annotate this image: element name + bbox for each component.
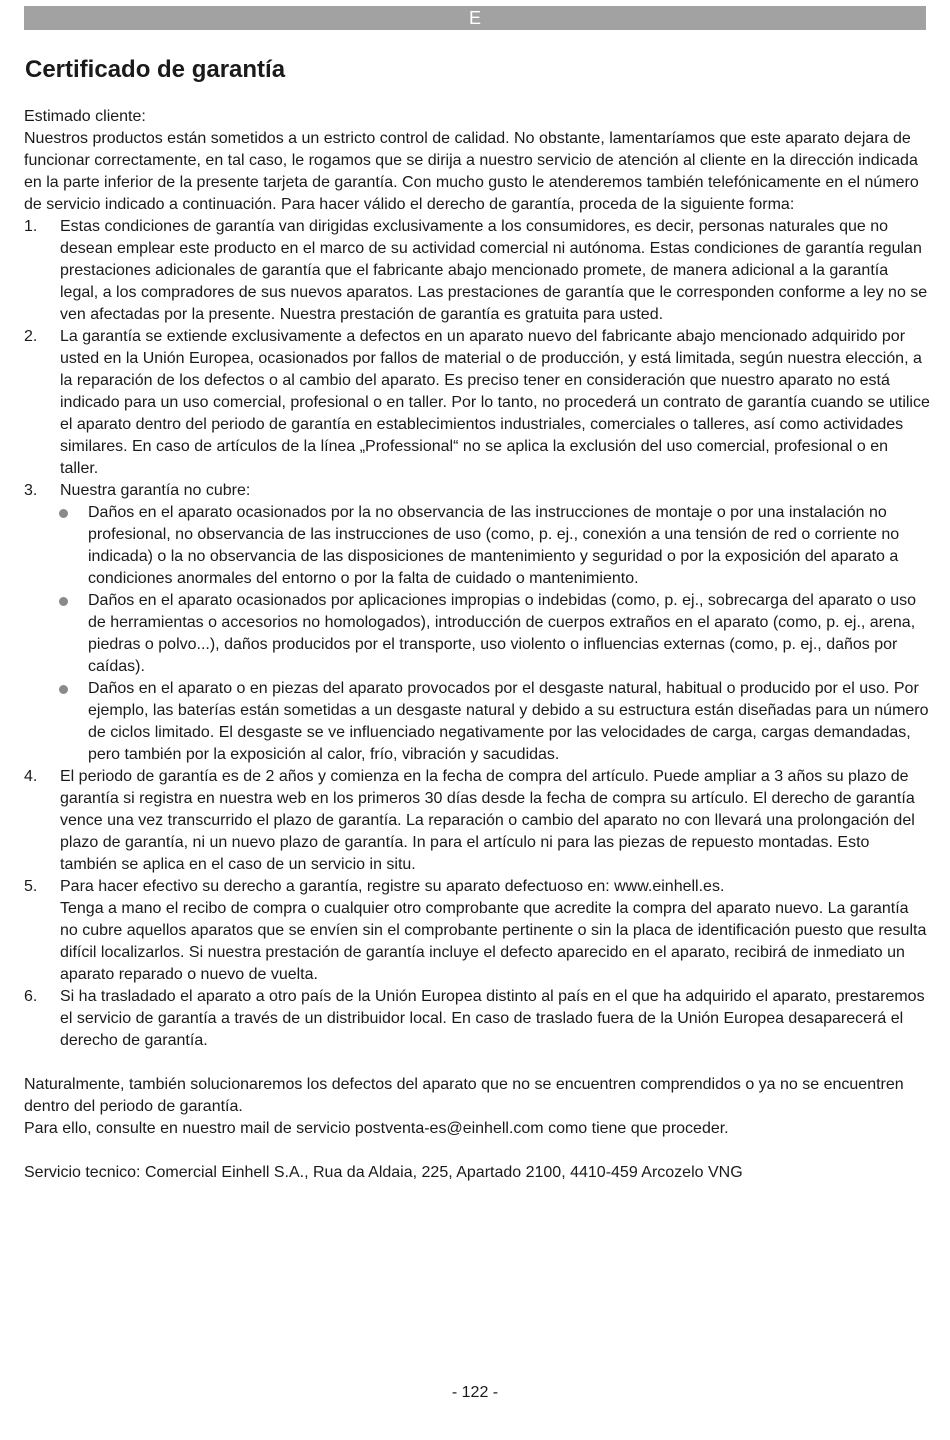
exclusion-item <box>24 590 930 678</box>
list-item <box>24 986 930 1052</box>
item-number: 1. <box>24 218 38 235</box>
list-item <box>24 216 930 326</box>
exclusion-text: Daños en el aparato ocasionados por aplicaciones impropias o indebidas (como, p. ej., sobrecarga del aparato o uso de herramientas o accesorios no homologados), introducción de cuerpos extraños en el aparato (como, p. ej., arena, piedras o polvo...), daños producidos por el transporte, uso violento o influencias externas (como, p. ej., daños por caídas). <box>88 592 917 675</box>
list-item <box>24 766 930 876</box>
item-text: Nuestra garantía no cubre: <box>60 482 251 499</box>
exclusion-text: Daños en el aparato o en piezas del aparato provocados por el desgaste natural, habitual o producido por el uso. Por ejemplo, las baterías están sometidas a un desgaste natural y debido a su estructura están diseñadas para un número de ciclos limitado. El desgaste se ve influenciado negativamente por las velocidades de carga, cargas demandadas, pero también por la exposición al calor, frío, vibración y sacudidas. <box>88 680 929 763</box>
item-number: 6. <box>24 988 38 1005</box>
closing-paragraph: Naturalmente, también solucionaremos los defectos del aparato que no se encuentren comprendidos o ya no se encuentren dentro del periodo de garantía. <box>24 1076 904 1115</box>
item-number: 3. <box>24 482 38 499</box>
page-title: Certificado de garantía <box>25 56 286 83</box>
item-number: 2. <box>24 328 38 345</box>
language-header-bar <box>24 6 926 30</box>
page-number: - 122 - <box>451 1384 499 1401</box>
item-number: 4. <box>24 768 38 785</box>
item-text: La garantía se extiende exclusivamente a defectos en un aparato nuevo del fabricante abajo mencionado adquirido por usted en la Unión Europea, ocasionados por fallos de material o de producción, y está limitada, según nuestra elección, a la reparación de los defectos o al cambio del aparato. Es preciso tener en consideración que nuestro aparato no está indicado para un uso comercial, profesional o en taller. Por lo tanto, no procederá un contrato de garantía cuando se utilice el aparato dentro del periodo de garantía en establecimientos industriales, comerciales o talleres, así como actividades similares. En caso de artículos de la línea „Professional“ no se aplica la exclusión del uso comercial, profesional o en taller. <box>60 328 930 477</box>
item-text: Estas condiciones de garantía van dirigidas exclusivamente a los consumidores, es decir, personas naturales que no desean emplear este producto en el marco de su actividad comercial ni autónoma. Estas condiciones de garantía regulan prestaciones adicionales de garantía que el fabricante abajo mencionado promete, de manera adicional a la garantía legal, a los compradores de sus nuevos aparatos. Las prestaciones de garantía que le corresponden conforme a ley no se ven afectadas por la presente. Nuestra prestación de garantía es gratuita para usted. <box>60 218 928 323</box>
service-address: Servicio tecnico: Comercial Einhell S.A., Rua da Aldaia, 225, Apartado 2100, 4410-459 Arcozelo VNG <box>24 1164 743 1181</box>
spacer <box>24 1140 930 1162</box>
item-text: Para hacer efectivo su derecho a garantía, registre su aparato defectuoso en: www.einhell.es. <box>60 878 725 895</box>
language-code: E <box>468 8 481 28</box>
exclusion-text: Daños en el aparato ocasionados por la no observancia de las instrucciones de montaje o por una instalación no profesional, no observancia de las instrucciones de uso (como, p. ej., conexión a una tensión de red o corriente no indicada) o la no observancia de las disposiciones de mantenimiento y seguridad o por la exposición del aparato a condiciones anormales del entorno o por la falta de cuidado o mantenimiento. <box>88 504 900 587</box>
list-item <box>24 326 930 480</box>
item-text: Si ha trasladado el aparato a otro país de la Unión Europea distinto al país en el que ha adquirido el aparato, prestaremos el servicio de garantía a través de un distribuidor local. En caso de traslado fuera de la Unión Europea desaparecerá el derecho de garantía. <box>60 988 925 1049</box>
list-item <box>24 876 930 986</box>
bullet-icon <box>59 685 68 694</box>
exclusion-item <box>24 502 930 590</box>
item-extra-text: Tenga a mano el recibo de compra o cualquier otro comprobante que acredite la compra del aparato nuevo. La garantía no cubre aquellos aparatos que se envíen sin el comprobante pertinente o sin la placa de identificación puesto que resulta difícil localizarlos. Si nuestra prestación de garantía incluye el defecto aparecido en el aparato, recibirá de inmediato un aparato reparado o nuevo de vuelta. <box>60 900 927 983</box>
bullet-icon <box>59 597 68 606</box>
item-text: El periodo de garantía es de 2 años y comienza en la fecha de compra del artículo. Puede ampliar a 3 años su plazo de garantía si registra en nuestra web en los primeros 30 días desde la fecha de compra su artículo. El derecho de garantía vence una vez transcurrido el plazo de garantía. La reparación o cambio del aparato no con llevará una prolongación del plazo de garantía, ni un nuevo plazo de garantía. In para el artículo ni para las piezas de repuesto montadas. Esto también se aplica en el caso de un servicio in situ. <box>60 768 915 873</box>
list-item <box>24 480 930 502</box>
closing-contact: Para ello, consulte en nuestro mail de servicio postventa-es@einhell.com como tiene que proceder. <box>24 1120 729 1137</box>
greeting: Estimado cliente: <box>24 108 146 125</box>
exclusion-item <box>24 678 930 766</box>
bullet-icon <box>59 509 68 518</box>
spacer <box>24 1052 930 1074</box>
item-number: 5. <box>24 878 38 895</box>
document-body <box>24 106 930 1184</box>
intro-paragraph: Nuestros productos están sometidos a un estricto control de calidad. No obstante, lamentaríamos que este aparato dejara de funcionar correctamente, en tal caso, le rogamos que se dirija a nuestro servicio de atención al cliente en la dirección indicada en la parte inferior de la presente tarjeta de garantía. Con mucho gusto le atenderemos también telefónicamente en el número de servicio indicado a continuación. Para hacer válido el derecho de garantía, proceda de la siguiente forma: <box>24 130 919 213</box>
